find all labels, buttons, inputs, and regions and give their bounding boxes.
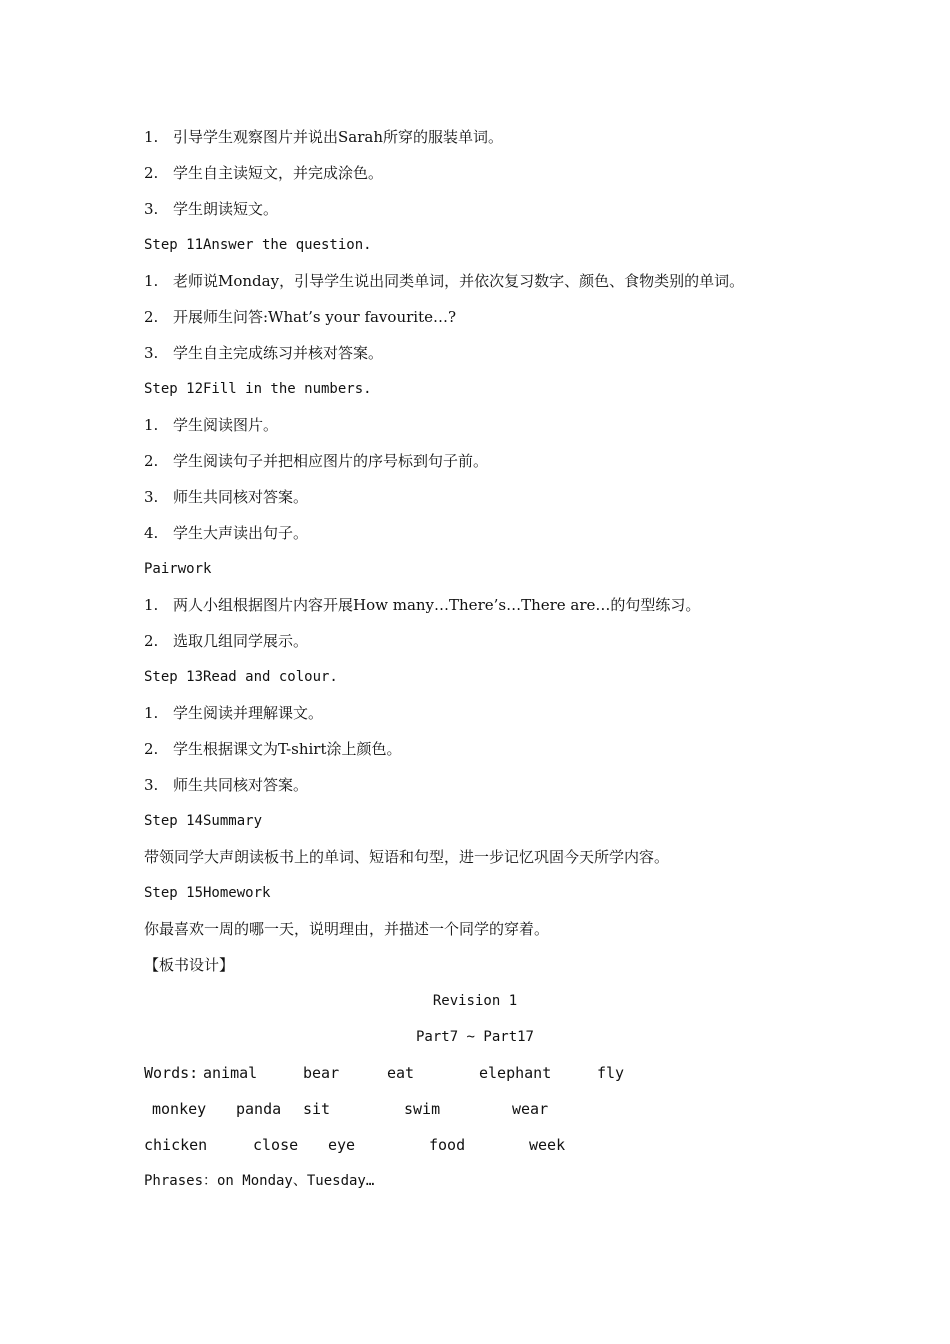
list-item-text: 学生大声读出句子。 (173, 524, 309, 542)
word: monkey (152, 1100, 207, 1118)
word: fly (597, 1064, 625, 1082)
word: food (429, 1136, 466, 1154)
words-label: Words: (144, 1064, 199, 1082)
list-item: 2. 学生根据课文为T-shirt涂上颜色。 (144, 740, 402, 758)
list-item-text: 学生朗读短文。 (173, 200, 279, 218)
list-item-text: 学生阅读句子并把相应图片的序号标到句子前。 (173, 452, 489, 470)
list-item-text: 引导学生观察图片并说出Sarah所穿的服装单词。 (173, 128, 503, 146)
words-row (0, 1063, 950, 1083)
word: sit (303, 1100, 331, 1118)
word: animal (203, 1064, 258, 1082)
list-item: 1. 老师说Monday，引导学生说出同类单词，并依次复习数字、颜色、食物类别的单词。 (144, 272, 745, 290)
word: week (529, 1136, 566, 1154)
board-design-heading: 【板书设计】 (144, 956, 235, 974)
list-item: 2. 选取几组同学展示。 (144, 632, 309, 650)
words-row (0, 1099, 950, 1119)
word: close (253, 1136, 299, 1154)
summary-text: 带领同学大声朗读板书上的单词、短语和句型，进一步记忆巩固今天所学内容。 (144, 848, 670, 866)
step-heading: Step 15Homework (144, 885, 271, 901)
word: panda (236, 1100, 282, 1118)
word: eat (387, 1064, 415, 1082)
list-item: 1. 学生阅读并理解课文。 (144, 704, 324, 722)
list-item: 1. 学生阅读图片。 (144, 416, 279, 434)
list-item: 2. 学生阅读句子并把相应图片的序号标到句子前。 (144, 452, 489, 470)
list-item: 1. 两人小组根据图片内容开展How many…There’s…There are…的句型练习。 (144, 596, 701, 614)
step-heading: Step 14Summary (144, 813, 263, 829)
step-heading: Step 11Answer the question. (144, 237, 372, 253)
list-item-text: 学生自主读短文，并完成涂色。 (173, 164, 384, 182)
list-item-text: 学生阅读图片。 (173, 416, 279, 434)
phrases-line: Phrases：on Monday、Tuesday… (144, 1173, 375, 1189)
list-item: 2. 开展师生问答:What’s your favourite…? (144, 308, 457, 326)
word: bear (303, 1064, 340, 1082)
list-item-text: 开展师生问答:What’s your favourite…? (173, 308, 457, 326)
list-item: 2. 学生自主读短文，并完成涂色。 (144, 164, 384, 182)
words-row (0, 1135, 950, 1155)
list-item-text: 选取几组同学展示。 (173, 632, 309, 650)
list-item: 1. 引导学生观察图片并说出Sarah所穿的服装单词。 (144, 128, 503, 146)
list-item-text: 学生阅读并理解课文。 (173, 704, 324, 722)
word: swim (404, 1100, 441, 1118)
word: chicken (144, 1136, 208, 1154)
step-heading: Step 12Fill in the numbers. (144, 381, 372, 397)
word: eye (328, 1136, 356, 1154)
word: wear (512, 1100, 549, 1118)
list-item-text: 老师说Monday，引导学生说出同类单词，并依次复习数字、颜色、食物类别的单词。 (173, 272, 745, 290)
list-item: 3. 师生共同核对答案。 (144, 488, 309, 506)
list-item-text: 师生共同核对答案。 (173, 776, 309, 794)
list-item: 3. 学生自主完成练习并核对答案。 (144, 344, 384, 362)
step-heading: Step 13Read and colour. (144, 669, 338, 685)
list-item-text: 两人小组根据图片内容开展How many…There’s…There are…的句型练习。 (173, 596, 701, 614)
board-subtitle: Part7 ~ Part17 (415, 1029, 534, 1045)
list-item: 3. 学生朗读短文。 (144, 200, 279, 218)
board-title: Revision 1 (432, 993, 518, 1009)
list-item-text: 学生自主完成练习并核对答案。 (173, 344, 384, 362)
list-item-text: 师生共同核对答案。 (173, 488, 309, 506)
list-item: 3. 师生共同核对答案。 (144, 776, 309, 794)
list-item-text: 学生根据课文为T-shirt涂上颜色。 (173, 740, 402, 758)
homework-text: 你最喜欢一周的哪一天，说明理由，并描述一个同学的穿着。 (144, 920, 550, 938)
list-item: 4. 学生大声读出句子。 (144, 524, 309, 542)
word: elephant (479, 1064, 552, 1082)
pairwork-heading: Pairwork (144, 561, 212, 577)
